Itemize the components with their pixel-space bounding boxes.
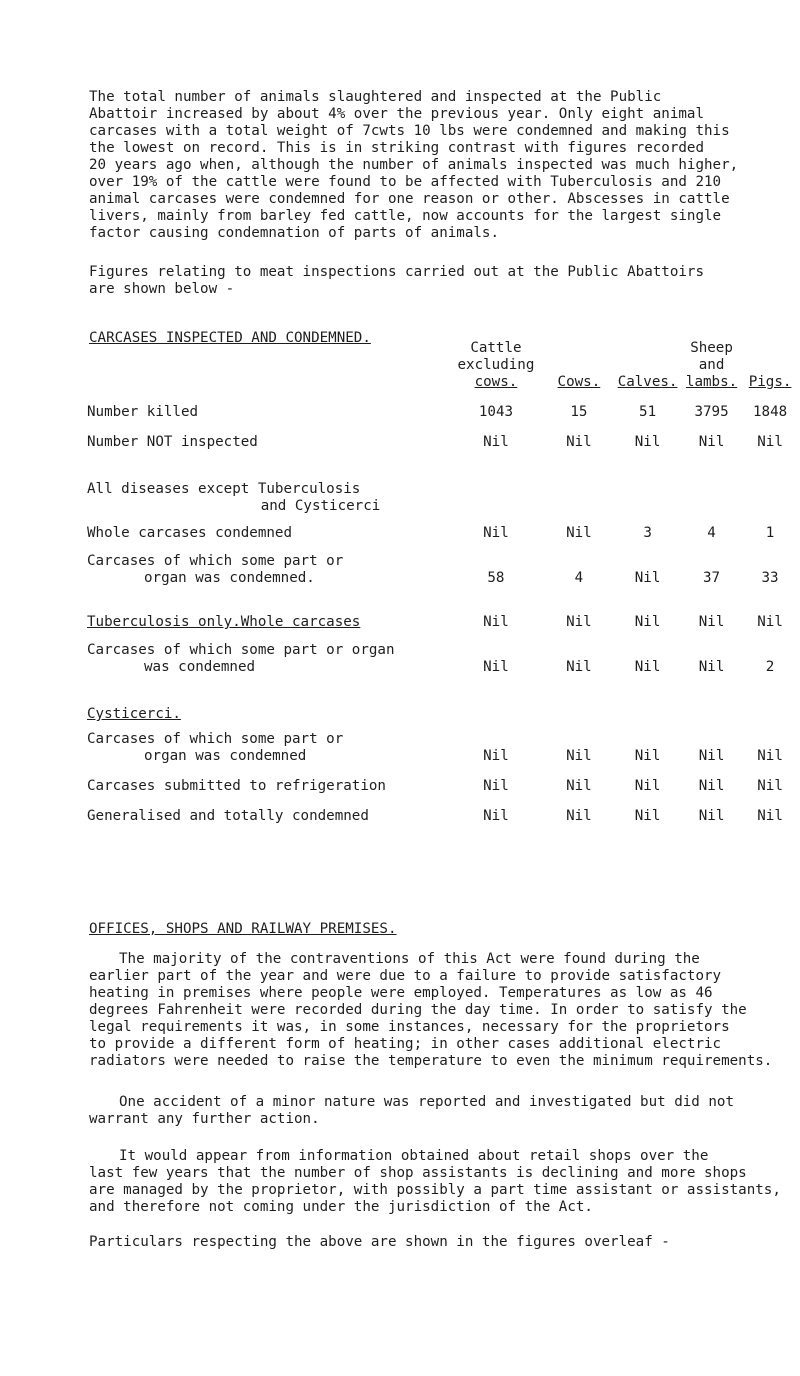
cell: Nil bbox=[483, 808, 509, 824]
section-heading-row bbox=[87, 498, 800, 515]
cell: Nil bbox=[757, 434, 783, 450]
cell: Nil bbox=[566, 659, 592, 675]
figures-intro-paragraph bbox=[89, 264, 779, 298]
text-line: 20 years ago when, although the number of animals inspected was much higher, bbox=[89, 157, 739, 173]
col-header-cattle-line2: excluding bbox=[457, 357, 535, 373]
row-label: Tuberculosis only.Whole carcases bbox=[87, 614, 361, 630]
cell: Nil bbox=[634, 778, 661, 794]
col-header-sheep-line1: Sheep bbox=[690, 340, 733, 356]
cell: Nil bbox=[483, 778, 509, 794]
text-line: are shown below - bbox=[89, 281, 235, 297]
text-line: warrant any further action. bbox=[89, 1111, 320, 1127]
table-row bbox=[87, 748, 800, 765]
table-row bbox=[87, 765, 800, 795]
cell: Nil bbox=[566, 525, 592, 541]
cell: Nil bbox=[634, 659, 661, 675]
cell: Nil bbox=[757, 614, 783, 630]
text-line: It would appear from information obtained about retail shops over the bbox=[119, 1148, 709, 1164]
text-line: heating in premises where people were employed. Temperatures as low as 46 bbox=[89, 985, 713, 1001]
table-row bbox=[87, 421, 800, 451]
cell: Nil bbox=[483, 614, 509, 630]
meat-inspection-table bbox=[87, 340, 800, 825]
text-line: radiators were needed to raise the temperature to even the minimum requirements. bbox=[89, 1053, 773, 1069]
row-label: organ was condemned bbox=[144, 748, 307, 764]
row-label: Generalised and totally condemned bbox=[87, 808, 369, 824]
cell: 37 bbox=[703, 570, 721, 586]
row-label: Number killed bbox=[87, 404, 199, 420]
cell: Nil bbox=[566, 614, 592, 630]
cell: Nil bbox=[634, 614, 661, 630]
table-row-label-line bbox=[87, 542, 800, 570]
cell: Nil bbox=[698, 808, 725, 824]
cell: Nil bbox=[483, 434, 509, 450]
cell: Nil bbox=[566, 808, 592, 824]
cell: 3 bbox=[643, 525, 652, 541]
col-header-pigs: Pigs. bbox=[748, 374, 792, 390]
cell: 4 bbox=[574, 570, 584, 586]
text-line: earlier part of the year and were due to a failure to provide satisfactory bbox=[89, 968, 722, 984]
text-line: Figures relating to meat inspections carried out at the Public Abattoirs bbox=[89, 264, 704, 280]
table-row bbox=[87, 587, 800, 631]
table-row bbox=[87, 659, 800, 676]
text-line: Abattoir increased by about 4% over the previous year. Only eight animal bbox=[89, 106, 704, 122]
table-row bbox=[87, 391, 800, 421]
text-line: factor causing condemnation of parts of animals. bbox=[89, 225, 499, 241]
table-header-row-1 bbox=[87, 340, 800, 357]
col-header-sheep-line3: lambs. bbox=[685, 374, 738, 390]
cell: Nil bbox=[634, 808, 661, 824]
cell: Nil bbox=[634, 748, 661, 764]
table-row bbox=[87, 515, 800, 542]
table-row bbox=[87, 570, 800, 587]
table-header-row-3 bbox=[87, 374, 800, 391]
row-label: Carcases of which some part or organ bbox=[87, 642, 395, 658]
text-line: are managed by the proprietor, with possibly a part time assistant or assistants, bbox=[89, 1182, 781, 1198]
text-line: The total number of animals slaughtered and inspected at the Public bbox=[89, 89, 662, 105]
offices-paragraph-3 bbox=[89, 1148, 779, 1216]
offices-paragraph-2 bbox=[89, 1094, 779, 1128]
cell: Nil bbox=[566, 434, 592, 450]
cell: 2 bbox=[765, 659, 775, 675]
cell: Nil bbox=[698, 778, 725, 794]
text-line: The majority of the contraventions of this Act were found during the bbox=[119, 951, 700, 967]
row-label: Carcases submitted to refrigeration bbox=[87, 778, 386, 794]
intro-paragraph bbox=[89, 89, 779, 242]
cell: Nil bbox=[698, 614, 725, 630]
section-heading-cysticerci: Cysticerci. bbox=[87, 706, 181, 722]
text-line: legal requirements it was, in some instances, necessary for the proprietors bbox=[89, 1019, 730, 1035]
cell: 58 bbox=[487, 570, 505, 586]
cell: 4 bbox=[707, 525, 716, 541]
cell: Nil bbox=[483, 748, 509, 764]
cell: Nil bbox=[483, 659, 509, 675]
text-line: degrees Fahrenheit were recorded during the day time. In order to satisfy the bbox=[89, 1002, 747, 1018]
cell: 1043 bbox=[478, 404, 514, 420]
section-heading-all-diseases: All diseases except Tuberculosis bbox=[87, 481, 361, 497]
text-line: One accident of a minor nature was reported and investigated but did not bbox=[119, 1094, 734, 1110]
cell: Nil bbox=[483, 525, 509, 541]
section-heading-row bbox=[87, 451, 800, 498]
table-row bbox=[87, 795, 800, 825]
text-line: Particulars respecting the above are shown in the figures overleaf - bbox=[89, 1234, 670, 1250]
row-label: was condemned bbox=[144, 659, 256, 675]
text-line: carcases with a total weight of 7cwts 10 lbs were condemned and making this bbox=[89, 123, 730, 139]
cell: 51 bbox=[639, 404, 657, 420]
offices-paragraph-4 bbox=[89, 1234, 779, 1251]
col-header-cattle-line1: Cattle bbox=[470, 340, 522, 356]
text-line: and therefore not coming under the jurisdiction of the Act. bbox=[89, 1199, 593, 1215]
text-line: over 19% of the cattle were found to be affected with Tuberculosis and 210 bbox=[89, 174, 722, 190]
table-row-label-line bbox=[87, 723, 800, 748]
cell: 15 bbox=[570, 404, 588, 420]
col-header-cattle-line3: cows. bbox=[474, 374, 518, 390]
col-header-sheep-line2: and bbox=[698, 357, 725, 373]
cell: Nil bbox=[757, 808, 783, 824]
cell: Nil bbox=[698, 434, 725, 450]
cell: Nil bbox=[757, 748, 783, 764]
text-line: livers, mainly from barley fed cattle, now accounts for the largest single bbox=[89, 208, 722, 224]
table-row-label-line bbox=[87, 631, 800, 659]
offices-paragraph-1 bbox=[89, 951, 779, 1070]
cell: 33 bbox=[761, 570, 779, 586]
text-line: to provide a different form of heating; in other cases additional electric bbox=[89, 1036, 722, 1052]
row-label: organ was condemned. bbox=[144, 570, 315, 586]
cell: Nil bbox=[698, 659, 725, 675]
cell: Nil bbox=[566, 748, 592, 764]
table-heading: CARCASES INSPECTED AND CONDEMNED. bbox=[89, 330, 371, 346]
cell: 1 bbox=[765, 525, 775, 541]
cell: Nil bbox=[634, 570, 661, 586]
row-label: Number NOT inspected bbox=[87, 434, 258, 450]
section-heading-all-diseases-line2: and Cysticerci bbox=[260, 498, 381, 514]
row-label: Whole carcases condemned bbox=[87, 525, 292, 541]
row-label: Carcases of which some part or bbox=[87, 553, 344, 569]
col-header-cows: Cows. bbox=[557, 374, 601, 390]
table-header-row-2 bbox=[87, 357, 800, 374]
row-label: Carcases of which some part or bbox=[87, 731, 344, 747]
cell: 1848 bbox=[752, 404, 788, 420]
cell: Nil bbox=[566, 778, 592, 794]
text-line: animal carcases were condemned for one reason or other. Abscesses in cattle bbox=[89, 191, 730, 207]
offices-heading: OFFICES, SHOPS AND RAILWAY PREMISES. bbox=[89, 921, 397, 937]
col-header-calves: Calves. bbox=[617, 374, 678, 390]
text-line: the lowest on record. This is in striking contrast with figures recorded bbox=[89, 140, 704, 156]
cell: 3795 bbox=[694, 404, 729, 420]
cell: Nil bbox=[634, 434, 661, 450]
section-heading-row bbox=[87, 676, 800, 723]
cell: Nil bbox=[757, 778, 783, 794]
text-line: last few years that the number of shop assistants is declining and more shops bbox=[89, 1165, 747, 1181]
cell: Nil bbox=[698, 748, 725, 764]
